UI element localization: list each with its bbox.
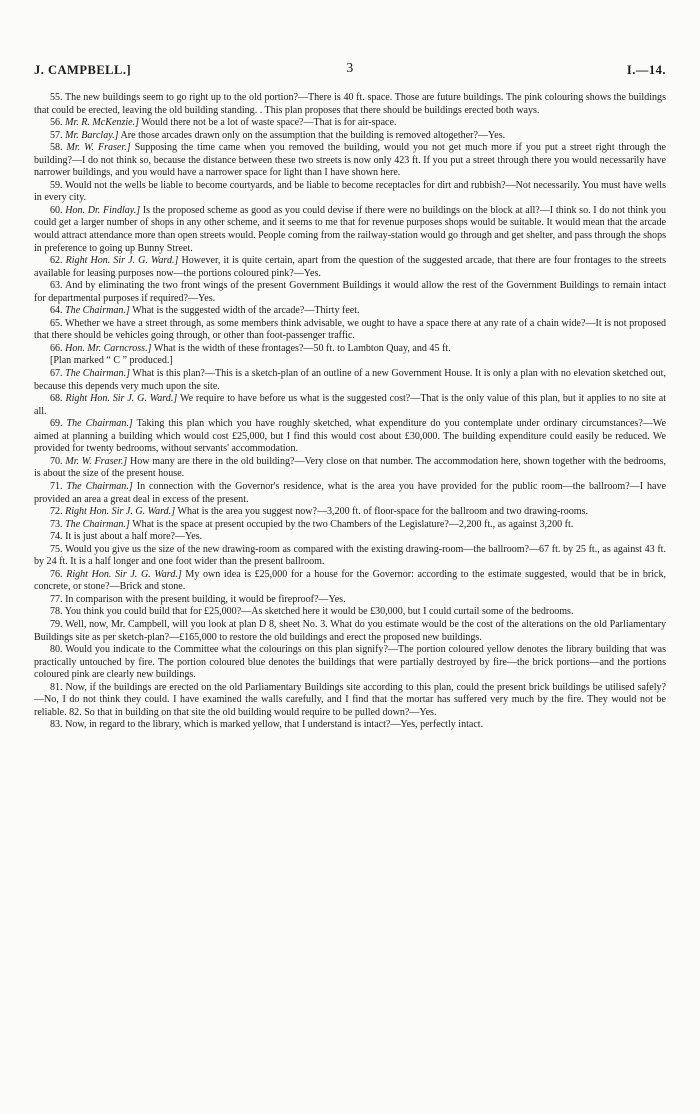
paragraph: 67. The Chairman.] What is this plan?—This is a sketch-plan of an outline of a new Government House. It is only a plan with no elevation sketched out, because this depends very much upon the site. (34, 368, 666, 392)
paragraph: [Plan marked “ C ” produced.] (50, 355, 173, 367)
page-header (34, 63, 666, 79)
paragraph: 71. The Chairman.] In connection with the Governor's residence, what is the area you have provided for the public room—the ballroom?—I have provided an area a great deal in excess of the present. (34, 480, 667, 505)
paragraph: 73. The Chairman.] What is the space at present occupied by the two Chambers of the Legislature?—2,200 ft., as against 3,200 ft. (50, 518, 574, 530)
paragraph: 69. The Chairman.] Taking this plan which you have roughly sketched, what expenditure do you contemplate under ordinary circumstances?—We aimed at planning a building which would cost £25,000, but I find this would cost about £30,000. The building expenditure could easily be reduced. We provided for twenty bedrooms, without servants' accommodation. (34, 418, 666, 455)
paragraph: 65. Whether we have a street through, as some members think advisable, we ought to have a space there at any rate of a chain wide?—It is not proposed that there should be vehicles going through, or other than foot-passenger traffic. (34, 317, 666, 342)
paragraph: 75. Would you give us the size of the new drawing-room as compared with the existing drawing-room—the ballroom?—67 ft. by 25 ft., as against 43 ft. by 24 ft. It is a half longer and one foot wider than the present ballroom. (34, 543, 666, 568)
paragraph: 68. Right Hon. Sir J. G. Ward.] We require to have before us what is the suggested cost?—That is the only value of this plan, but it applies to no site at all. (34, 393, 667, 417)
paragraph: 55. The new buildings seem to go right up to the old portion?—There is 40 ft. space. Those are future buildings. The pink colouring shows the buildings that could be erected, leaving the old building standing. . This plan proposes that there should be buildings erected both ways. (34, 92, 666, 116)
paragraph: 60. Hon. Dr. Findlay.] Is the proposed scheme as good as you could devise if there were no buildings on the block at all?—I think so. I do not think you could get a larger number of shops in any other scheme, and it seems to me that for revenue purposes shops would be suitable. It would mean that the arcade would attract attendance more than open streets would. People coming from the railway-station would go through and get shelter, and pass through the shops in preference to going up Bunny Street. (34, 204, 666, 254)
header-paper-reference: I.—14. (626, 63, 666, 77)
paragraph: 63. And by eliminating the two front wings of the present Government Buildings it would allow the rest of the Government Buildings to remain intact for departmental purposes if required?—Yes. (34, 280, 666, 304)
paragraph: 78. You think you could build that for £25,000?—As sketched here it would be £30,000, but I could curtail some of the bedrooms. (50, 606, 574, 618)
paragraph: 80. Would you indicate to the Committee what the colourings on this plan signify?—The portion coloured yellow denotes the library building that was practically untouched by fire. The portion coloured blue denotes the buildings that were partially destroyed by fire—the brick portions—and the portions coloured pink are clearly new buildings. (34, 644, 666, 681)
paragraph: 79. Well, now, Mr. Campbell, will you look at plan D 8, sheet No. 3. What do you estimate would be the cost of the alterations on the old Parliamentary Buildings site as per sketch-plan?—£165,000 to restore the old buildings and erect the proposed new buildings. (34, 618, 666, 643)
page-number: 3 (346, 61, 354, 76)
paragraph: 64. The Chairman.] What is the suggested width of the arcade?—Thirty feet. (50, 305, 360, 317)
paragraph: 72. Right Hon. Sir J. G. Ward.] What is the area you suggest now?—3,200 ft. of floor-space for the ballroom and two drawing-rooms. (50, 506, 588, 518)
paragraph: 74. It is just about a half more?—Yes. (50, 531, 203, 543)
paragraph: 66. Hon. Mr. Carncross.] What is the width of these frontages?—50 ft. to Lambton Quay, and 45 ft. (50, 342, 451, 354)
paragraph: 56. Mr. R. McKenzie.] Would there not be a lot of waste space?—That is for air-space. (50, 117, 397, 129)
paragraph: 59. Would not the wells be liable to become courtyards, and be liable to become receptacles for dirt and rubbish?—Not necessarily. You must have wells in every city. (34, 179, 666, 204)
paragraph: 70. Mr. W. Fraser.] How many are there in the old building?—Very close on that number. The accommodation here, shown together with the bedrooms, is about the size of the present house. (34, 455, 666, 480)
paragraph: 76. Right Hon. Sir J. G. Ward.] My own idea is £25,000 for a house for the Governor: according to the estimate suggested, would that be in brick, concrete, or stone?—Brick and stone. (34, 568, 667, 593)
paragraph: 81. Now, if the buildings are erected on the old Parliamentary Buildings site according to this plan, could the present brick buildings be utilised safely?—No, I do not think they could. I have examined the walls carefully, and I find that the mortar has suffered very much by the fire. They would not be reliable. 82. So that in building on that site the old building would require to be pulled down?—Yes. (34, 681, 666, 718)
paragraph: 77. In comparison with the present building, it would be fireproof?—Yes. (50, 593, 346, 605)
paragraph: 62. Right Hon. Sir J. G. Ward.] However, it is quite certain, apart from the question of the suggested arcade, that there are four frontages to the streets available for leasing purposes now—the portions coloured pink?—Yes. (34, 255, 666, 279)
paragraph: 57. Mr. Barclay.] Are those arcades drawn only on the assumption that the building is removed altogether?—Yes. (50, 129, 506, 141)
paragraph: 58. Mr. W. Fraser.] Supposing the time came when you removed the building, would you not get much more if you put a street right through the building?—I do not think so, because the distance between these two streets is now only 423 ft. If you put a street through there you would necessarily have narrower buildings, and you would have a narrower space for light than I have shown here. (34, 142, 667, 179)
evidence-text (34, 92, 666, 732)
paragraph: 83. Now, in regard to the library, which is marked yellow, that I understand is intact?—Yes, perfectly intact. (50, 719, 484, 731)
header-witness-name: J. CAMPBELL.] (34, 63, 132, 77)
